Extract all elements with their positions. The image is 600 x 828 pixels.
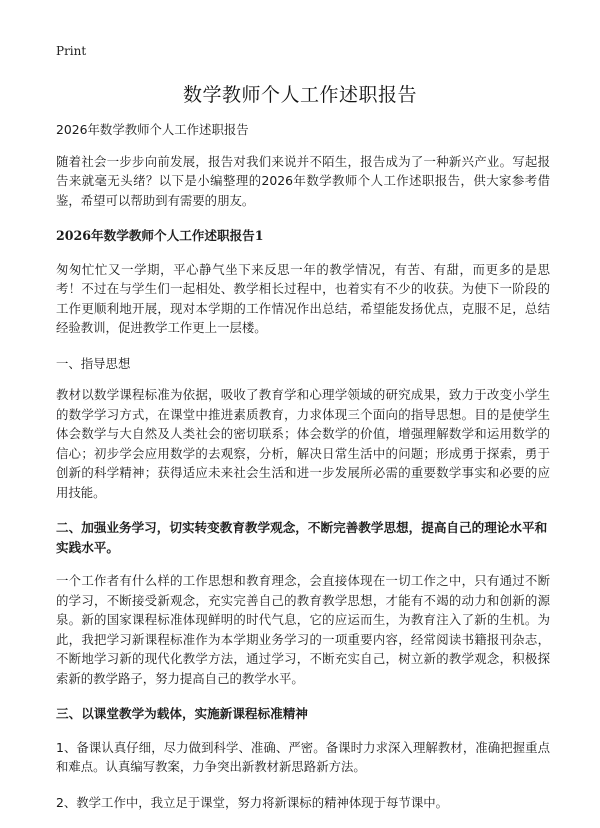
heading-guiding-thought: 一、指导思想 — [56, 355, 131, 371]
intro-paragraph: 随着社会一步步向前发展，报告对我们来说并不陌生，报告成为了一种新兴产业。写起报告来就毫无头绪？以下是小编整理的2026年数学教师个人工作述职报告，供大家参考借鉴，希望可以帮助到有需要的朋友。 — [56, 153, 550, 208]
page-title: 数学教师个人工作述职报告 — [182, 84, 417, 106]
paragraph-1: 匆匆忙忙又一学期，平心静气坐下来反思一年的教学情况，有苦、有甜，而更多的是思考！不过在与学生们一起相处、教学相长过程中，也着实有不少的收获。为使下一阶段的工作更顺利地开展，现对本学期的工作情况作出总结，希望能发扬优点，克服不足，总结经验教训，促进教学工作更上一层楼。 — [56, 261, 550, 335]
document-subtitle: 2026年数学教师个人工作述职报告 — [56, 122, 249, 137]
print-link[interactable]: Print — [56, 44, 87, 58]
document-body — [56, 120, 550, 828]
heading-business-study: 二、加强业务学习，切实转变教育教学观念，不断完善教学思想，提高自己的理论水平和实践水平。 — [56, 520, 548, 555]
section-heading: 2026年数学教师个人工作述职报告1 — [56, 228, 264, 243]
paragraph-2: 教材以数学课程标准为依据，吸收了教育学和心理学领域的研究成果，致力于改变小学生的数学学习方式，在课堂中推进素质教育，力求体现三个面向的指导思想。目的是使学生体会数学与大自然及人类社会的密切联系；体会数学的价值，增强理解数学和运用数学的信心；初步学会应用数学的去观察，分析，解决日常生活中的问题；形成勇于探索，勇于创新的科学精神；获得适应未来社会生活和进一步发展所必需的重要数学事实和必要的应用技能。 — [56, 387, 550, 500]
paragraph-5: 2、教学工作中，我立足于课堂，努力将新课标的精神体现于每节课中。 — [56, 794, 448, 810]
paragraph-4: 1、备课认真仔细，尽力做到科学、准确、严密。备课时力求深入理解教材，准确把握重点和难点。认真编写教案，力争突出新教材新思路新方法。 — [56, 739, 550, 774]
heading-classroom-teaching: 三、以课堂教学为载体，实施新课程标准精神 — [56, 706, 308, 721]
paragraph-3: 一个工作者有什么样的工作思想和教育理念，会直接体现在一切工作之中，只有通过不断的学习，不断接受新观念，充实完善自己的教育教学思想，才能有不竭的动力和创新的源泉。新的国家课程标准体现鲜明的时代气息，它的应运而生，为教育注入了新的生机。为此，我把学习新课程标准作为本学期业务学习的一项重要内容，经常阅读书籍报刊杂志，不断地学习新的现代化教学方法，通过学习，不断充实自己，树立新的教学观念，积极探索新的教学路子，努力提高自己的教学水平。 — [56, 573, 550, 686]
